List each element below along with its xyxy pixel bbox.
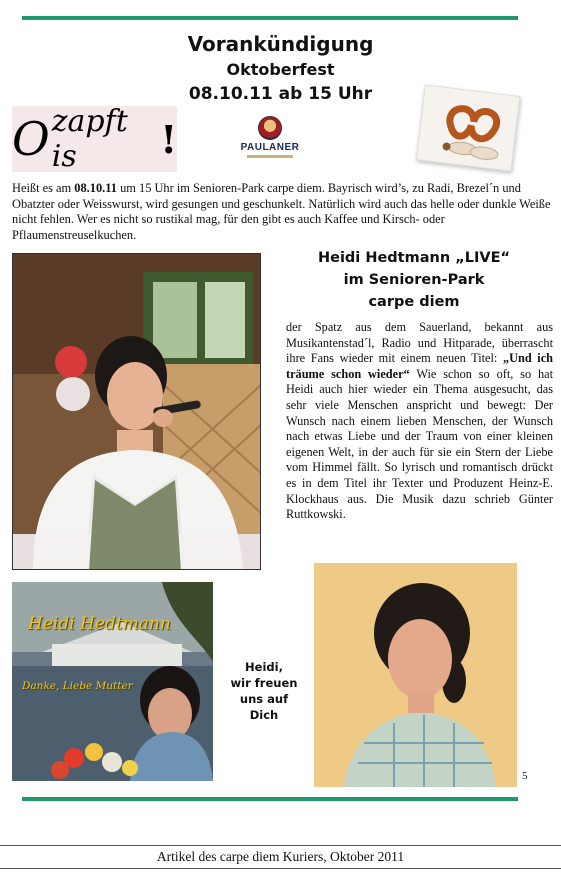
- article-text-start: der Spatz aus dem Sauerland, bekannt aus Musikantenstad´l, Radio und Hitparade, überrascht ihre Fans wieder mit einem neuen Titel:: [286, 320, 553, 366]
- intro-text-start: Heißt es am: [12, 181, 75, 195]
- page-number: 5: [522, 770, 528, 782]
- ozapft-logo-bang: !: [160, 116, 177, 162]
- ozapft-logo-o: O: [12, 112, 50, 166]
- cd-subtitle: Danke, Liebe Mutter: [22, 680, 133, 692]
- paulaner-seal-icon: [258, 116, 282, 140]
- footer-bottom-line: [0, 868, 561, 869]
- page-title: Vorankündigung: [187, 32, 374, 56]
- song-title: „Und ich träume schon wieder“: [286, 351, 553, 381]
- greeting-text: [214, 659, 314, 723]
- event-name: Oktoberfest: [226, 60, 335, 79]
- heidi-singing-photo: [12, 253, 261, 570]
- top-green-rule: [22, 16, 518, 20]
- greeting-line1: Heidi,: [245, 660, 283, 674]
- heidi-title-line1: Heidi Hedtmann „LIVE“: [317, 250, 511, 266]
- footer-top-line: [0, 845, 561, 846]
- cd-artist-name: Heidi Hedtmann: [28, 614, 171, 634]
- intro-date: 08.10.11: [74, 181, 117, 195]
- greeting-line3: uns auf: [239, 692, 289, 706]
- cd-cover-image: [12, 582, 213, 781]
- heidi-title-line2: im Senioren-Park: [343, 272, 485, 288]
- singer-photo-image: [13, 254, 261, 570]
- heidi-article-paragraph: [286, 320, 553, 523]
- portrait-image: [314, 563, 517, 787]
- event-date: 08.10.11 ab 15 Uhr: [188, 84, 373, 104]
- paulaner-underline: [247, 155, 293, 158]
- greeting-line4: Dich: [249, 708, 279, 722]
- intro-text-rest: um 15 Uhr im Senioren-Park carpe diem. Bayrisch wird’s, zu Radi, Brezel´n und Obatzter oder Weisswurst, wird gesungen und geschunkelt. Natürlich wird auch das helle oder dunkle Weiße nicht fehlen. Wer es nicht so rustikal mag, für den gibt es auch Kaffee und Kirsch- oder Pflaumenstreuselkuchen.: [12, 181, 551, 242]
- ozapft-logo-text: zapft is: [51, 104, 128, 174]
- intro-paragraph: [12, 181, 552, 243]
- article-text-rest: Wie schon so oft, so hat Heidi auch hier wieder ein Thema ausgesucht, das sehr viele Menschen anspricht und bewegt: Der Wunsch nach einem lieben Menschen, der Wunsch nach etwas Liebe und der Traum von einer kleinen eigenen Welt, in der auch für sie ein Stern der Liebe vom Himmel fällt. So lyrisch und romantisch drückt es in dem Titel ihr Texter und Produzent Heinz-E. Klockhaus aus. Die Musik dazu schrieb Günter Ruttkowski.: [286, 366, 554, 522]
- bottom-green-rule: [22, 797, 518, 801]
- paulaner-name: PAULANER: [240, 142, 300, 153]
- pretzel-icon: [417, 86, 521, 172]
- greeting-line2: wir freuen: [230, 676, 298, 690]
- pretzel-sausage-photo: [416, 84, 521, 171]
- heidi-portrait-photo: [314, 563, 517, 787]
- heidi-title-line3: carpe diem: [368, 294, 460, 310]
- ozapft-logo: [12, 106, 177, 172]
- footer-caption: Artikel des carpe diem Kuriers, Oktober 2011: [156, 849, 405, 864]
- paulaner-logo: [232, 116, 308, 170]
